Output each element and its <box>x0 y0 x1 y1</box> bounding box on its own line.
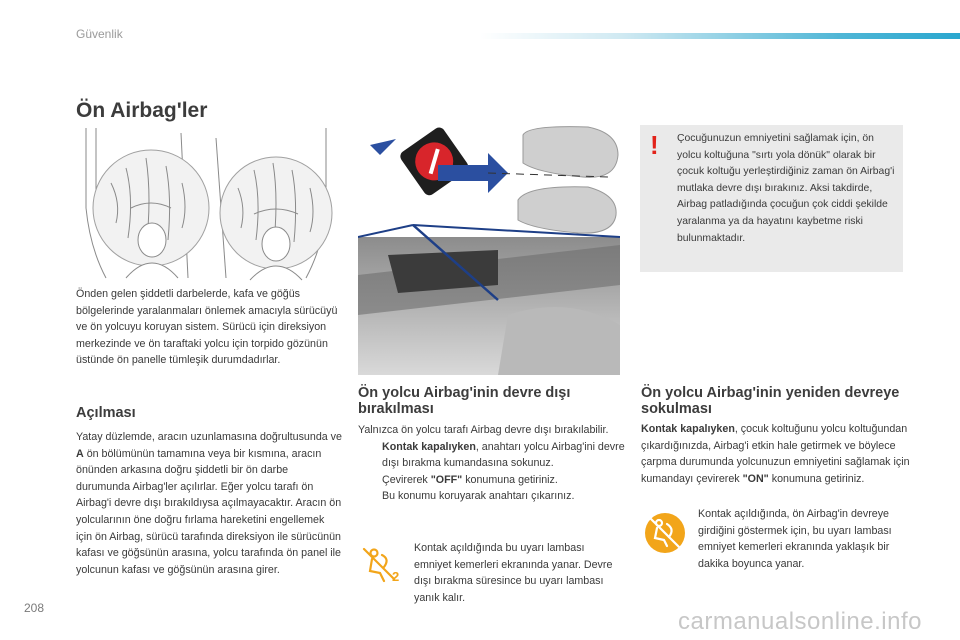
key-switch-illustration-icon <box>358 125 620 375</box>
deployment-heading: Açılması <box>76 405 136 421</box>
reactivation-paragraph: Kontak kapalıyken, çocuk koltuğunu yolcu koltuğundan çıkardığınızda, Airbag'i etkin hale getirmek ve böylece çarpma durumunda yolcunuzun emniyetini sağlamak için kumandayı çevirerek "ON" konumuna getiriniz. <box>641 423 910 485</box>
reactivation-heading: Ön yolcu Airbag'inin yeniden devreye sokulması <box>641 385 900 417</box>
deployment-paragraph: Yatay düzlemde, aracın uzunlamasına doğrultusunda ve A ön bölümünün tamamına veya bir kısmına, aracın önünden arkasına doğru şiddetli bir ön darbe durumunda Airbag'ler açılırlar. Eğer yolcu tarafı ön Airbag'i devre dışı bırakıldıysa açılmayacaktır. Aracın ön yolcularının öne doğru fırlama hareketini engellemek için ön Airbag, sürücü tarafında direksiyon ile sürücünün kafası ve göğsünün arasına, yolcu tarafında ön panel ile yolcunun kafası ve göğsünün arasına girer. <box>76 431 342 576</box>
deactivation-heading: Ön yolcu Airbag'inin devre dışı bırakılması <box>358 385 571 417</box>
airbag-on-warning-icon <box>644 512 686 554</box>
section-label: Güvenlik <box>76 27 123 41</box>
deactivation-body <box>358 422 628 505</box>
icon-badge-label: 2 <box>392 569 400 584</box>
reactivation-note: Kontak açıldığında, ön Airbag'in devreye girdiğini göstermek için, bu uyarı lambası emniyet kemerleri ekranında yaklaşık bir dakika boyunca yanar. <box>698 508 892 570</box>
page-number: 208 <box>24 601 45 615</box>
warning-exclamation-icon: ! <box>650 130 659 160</box>
watermark: carmanualsonline.info <box>678 608 922 635</box>
header-accent-bar <box>480 33 960 39</box>
deactivation-step-1: Kontak kapalıyken, anahtarı yolcu Airbag'ini devre dışı bırakma kumandasına sokunuz. <box>382 440 625 470</box>
airbag-off-warning-icon <box>360 545 404 585</box>
deactivation-note: Kontak açıldığında bu uyarı lambası emniyet kemerleri ekranında yanar. Devre dışı bırakma süresince bu uyarı lambası yanık kalır. <box>414 542 613 604</box>
intro-paragraph: Önden gelen şiddetli darbelerde, kafa ve göğüs bölgelerinde yaralanmaları önlemek amacıyla sürücüyü ve ön yolcuyu koruyan sistem. Sürücü için direksiyon merkezinde ve ön taraftaki yolcu için torpido gözünün üstünde ön panelle tümleşik durumdadırlar. <box>76 288 338 367</box>
deactivation-step-3: Bu konumu koruyarak anahtarı çıkarınız. <box>382 490 575 503</box>
deactivation-step-2: Çevirerek "OFF" konumuna getiriniz. <box>382 473 558 486</box>
page-title: Ön Airbag'ler <box>76 99 208 122</box>
airbag-illustration-icon <box>76 128 342 283</box>
deactivation-intro: Yalnızca ön yolcu tarafı Airbag devre dışı bırakılabilir. <box>358 424 609 436</box>
warning-text: Çocuğunuzun emniyetini sağlamak için, ön yolcu koltuğuna "sırtı yola dönük" olarak bir çocuk koltuğu yerleştirdiğiniz zaman ön Airbag'i mutlaka devre dışı bırakınız. Aksi takdirde, Airbag patladığında çocuğun çok ciddi şekilde yaralanma ya da hayatını kaybetme riski bulunmaktadır. <box>677 133 895 244</box>
